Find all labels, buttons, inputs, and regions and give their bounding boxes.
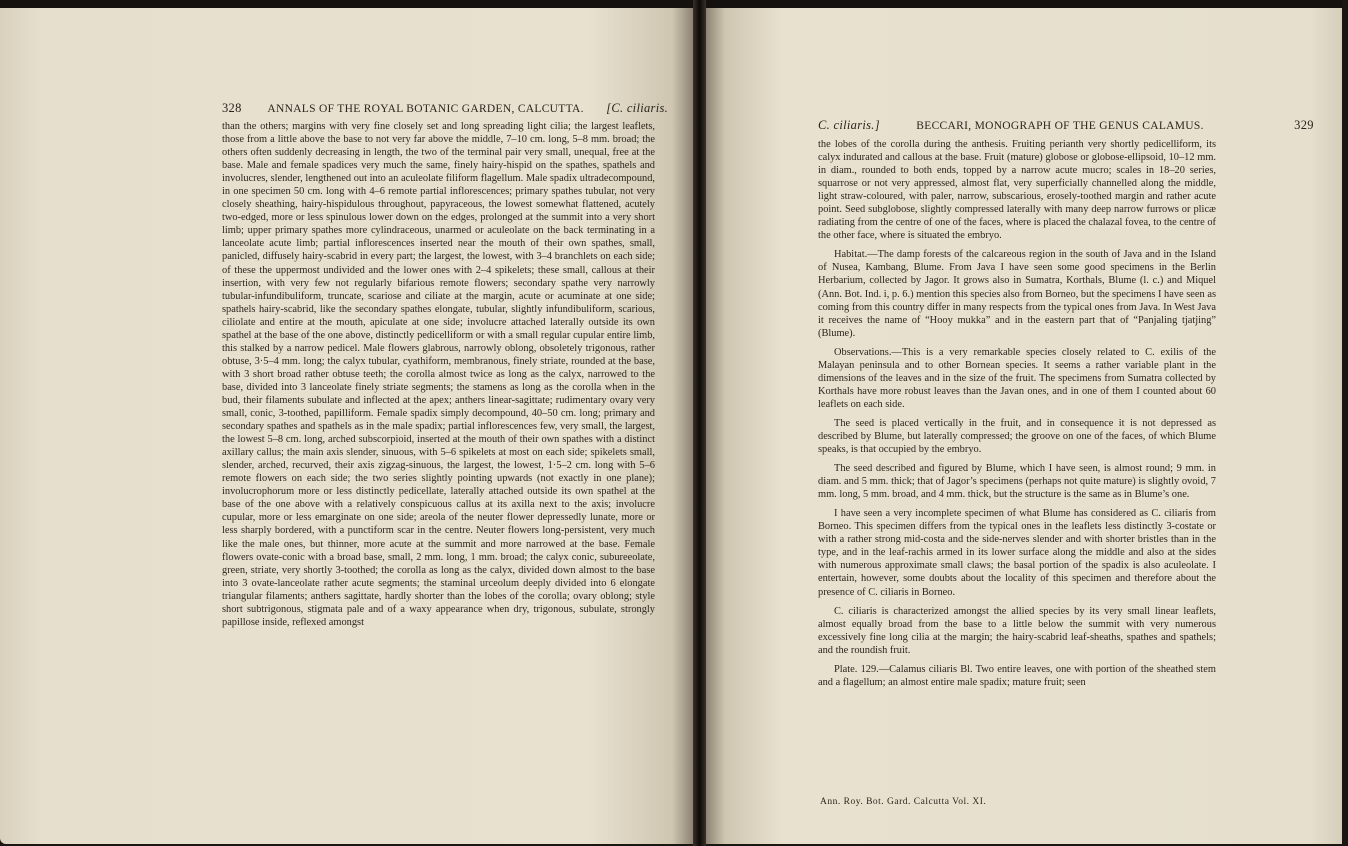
paragraph: than the others; margins with very fine closely set and long spreading light cilia; the largest leaflets, those from a little above the base to not very far above the middle, 7–10 cm. long, 5–8 mm. broad; the others often suddenly decreasing in length, the two of the terminal pair very small, unequal, free at the base. Male and female spadices very much the same, finely hairy-hispid on the spathes, spathels and involucres, slender, lengthened out into an aculeolate filiform flagellum. Male spadix ultradecompound, in one specimen 50 cm. long with 4–6 remote partial inflorescences; primary spathes tubular, not very closely sheathing, hairy-hispidulous throughout, papyraceous, the lowest somewhat flattened, acutely two-edged, more or less spinulous lower down on the edges, prolonged at the summit into a very short limb; upper primary spathes more cylindraceous, unarmed or aculeolate on the back terminating in a lanceolate acute limb; partial inflorescences inserted near the mouth of their own spathes, small, panicled, diffusely hairy-scabrid in every part; the largest, the lowest, with 3–4 branchlets on each side; of these the uppermost undivided and the lower ones with 2–4 spikelets; these small, callous at their insertion, with very few not regularly bifarious remote flowers; secondary spathe very narrowly tubular-infundibuliform, truncate, scariose and ciliate at the margin, acute or acuminate at one side; spathels hairy-scabrid, like the secondary spathes elongate, tubular, slightly infundibuliform, scarious, ciliolate and entire at the mouth, apiculate at one side; involucre attached laterally outside its own spathel at the base of the one above, distinctly pedicelliform or with a small regular cupular entire limb, this stalked by a narrow pedicel. Male flowers glabrous, narrowly oblong, obsoletely trigonous, rather obtuse, 3·5–4 mm. long; the calyx tubular, cyathiform, membranous, finely striate, rounded at the base, with 3 short broad rather obtuse teeth; the corolla almost twice as long as the calyx, narrowed to the base, divided into 3 lanceolate finely striate segments; the stamens as long as the corolla when in the bud, their filaments subulate and inflected at the apex; anthers linear-sagittate; rudimentary ovary very small, conic, 3-toothed, papilliform. Female spadix simply decompound, 40–50 cm. long; primary and secondary spathes and spathels as in the male spadix; partial inflorescences few, very small, the largest, the lowest 5–8 cm. long, arched subscorpioid, inserted at the mouth of their own spathes with a distinct axillary callus; the main axis slender, sinuous, with 5–6 spikelets at most on each side; spikelets small, slender, arched, recurved, their axis zigzag-sinuous, the largest, the lowest, 1·5–2 cm. long with 5–6 remote flowers on each side; the two series slightly pointing upwards (not exactly in one plane); involucrophorum more or less distinctly pedicellate, laterally attached outside its own spathel at the base of the one above with a relatively conspicuous callus at its axilla next to the axis; involucre cupular, more or less emarginate on one side; areola of the neuter flower depressedly lunate, more or less sharply bordered, with a punctiform scar in the centre. Neuter flowers long-persistent, very much like the male ones, but thinner, more acute at the summit and more narrowed at the base. Female flowers ovate-conic with a broad base, small, 2 mm. long, 1 mm. broad; the calyx conic, subureeolate, green, striate, very shortly 3-toothed; the corolla as long as the calyx, divided down almost to the base into 3 ovate-lanceolate rather acute segments; the staminal urceolum deeply divided into 6 elongate triangular filaments; anthers sagittate, hardly shorter than the lobes of the corolla; ovary oblong; style short subtrigonous, stigmata pale and of a waxy appearance when dry, trigonous, subulate, strongly papillose inside, reflexed amongst [222, 121, 655, 628]
paragraph-observations: Observations.—This is a very remarkable species closely related to C. exilis of the Malayan peninsula and to other Bornean species. It seems a rather variable plant in the dimensions of the leaves and in the size of the fruit. The specimens from Sumatra collected by Korthals have more robust leaves than the Javan ones, and in one of them I counted about 60 leaflets on each side. [818, 346, 1216, 410]
running-head: ANNALS OF THE ROYAL BOTANIC GARDEN, CALCUTTA. [267, 103, 584, 115]
species-tag: [C. ciliaris. [606, 101, 669, 115]
paragraph-plate: Plate. 129.—Calamus ciliaris Bl. Two entire leaves, one with portion of the sheathed stem and a flagellum; an almost entire male spadix; mature fruit; seen [818, 663, 1216, 688]
right-page-header [818, 118, 1314, 133]
left-page-header [222, 101, 668, 116]
left-body-text [222, 120, 655, 629]
paragraph: the lobes of the corolla during the anthesis. Fruiting perianth very shortly pedicelliform, its calyx indurated and callous at the base. Fruit (mature) globose or globose-ellipsoid, 10–12 mm. in diam., rounded to both ends, topped by a narrow acute mucro; scales in 18–20 series, squarrose or not very appressed, almost flat, very superficially channelled along the middle, light straw-coloured, with paler, narrow, subscarious, erosely-toothed margin and rather acute point. Seed subglobose, slightly compressed laterally with many deep narrow furrows or plicæ radiating from the centre of one of the faces, where is placed the chalazal fovea, to the centre of the other face, where is situated the embryo. [818, 139, 1216, 242]
book-gutter [693, 0, 706, 846]
right-page [706, 8, 1342, 844]
left-page [0, 8, 693, 844]
book-right-edge [1342, 0, 1348, 846]
page-footer: Ann. Roy. Bot. Gard. Calcutta Vol. XI. [820, 797, 987, 807]
paragraph-habitat: Habitat.—The damp forests of the calcareous region in the south of Java and in the Island of Nusea, Kambang, Blume. From Java I have seen some good specimens in the Berlin Herbarium, collected by Jagor. It grows also in Sumatra, Korthals, Blume (l. c.) and Miquel (Ann. Bot. Ind. i, p. 6.) mention this species also from Borneo, but the specimens I have seen as coming from this country differ in many respects from the typical ones from Java. In West Java it receives the name of “Hooy mukka” and in the eastern part that of “Panjaling tjatjing” (Blume). [818, 249, 1216, 339]
paragraph: The seed described and figured by Blume, which I have seen, is almost round; 9 mm. in diam. and 5 mm. thick; that of Jagor’s specimens (perhaps not quite mature) is slightly ovoid, 7 mm. long, 5 mm. broad, and 4 mm. thick, but the structure is the same as in Blume’s one. [818, 463, 1216, 501]
running-head: BECCARI, MONOGRAPH OF THE GENUS CALAMUS. [916, 120, 1204, 132]
species-tag: C. ciliaris.] [818, 118, 880, 132]
right-body-text [818, 138, 1216, 689]
paragraph: The seed is placed vertically in the fruit, and in consequence it is not depressed as described by Blume, but laterally compressed; the groove on one of the faces, of which Blume speaks, is that occupied by the embryo. [818, 417, 1216, 456]
paragraph: C. ciliaris is characterized amongst the allied species by its very small linear leaflets, almost equally broad from the base to a little below the summit with very numerous excessively fine long cilia at the margin; the hairy-scabrid leaf-sheaths, spathes and spathels; and the roundish fruit. [818, 605, 1216, 656]
book-top-edge [0, 0, 1348, 8]
paragraph: I have seen a very incomplete specimen of what Blume has considered as C. ciliaris from Borneo. This specimen differs from the typical ones in the leaflets less distinctly 3-costate or with a rather strong mid-costa and the side-nerves slender and with shorter bristles than in the type, and in the leaf-rachis armed in its lower surface along the middle and also at the sides with numerous approximate small claws; the basal portion of the spadix is also aculeolate. I entertain, however, some doubts about the locality of this specimen and therefore about the presence of C. ciliaris in Borneo. [818, 508, 1216, 598]
page-number: 328 [222, 101, 242, 115]
page-number: 329 [1294, 118, 1314, 132]
